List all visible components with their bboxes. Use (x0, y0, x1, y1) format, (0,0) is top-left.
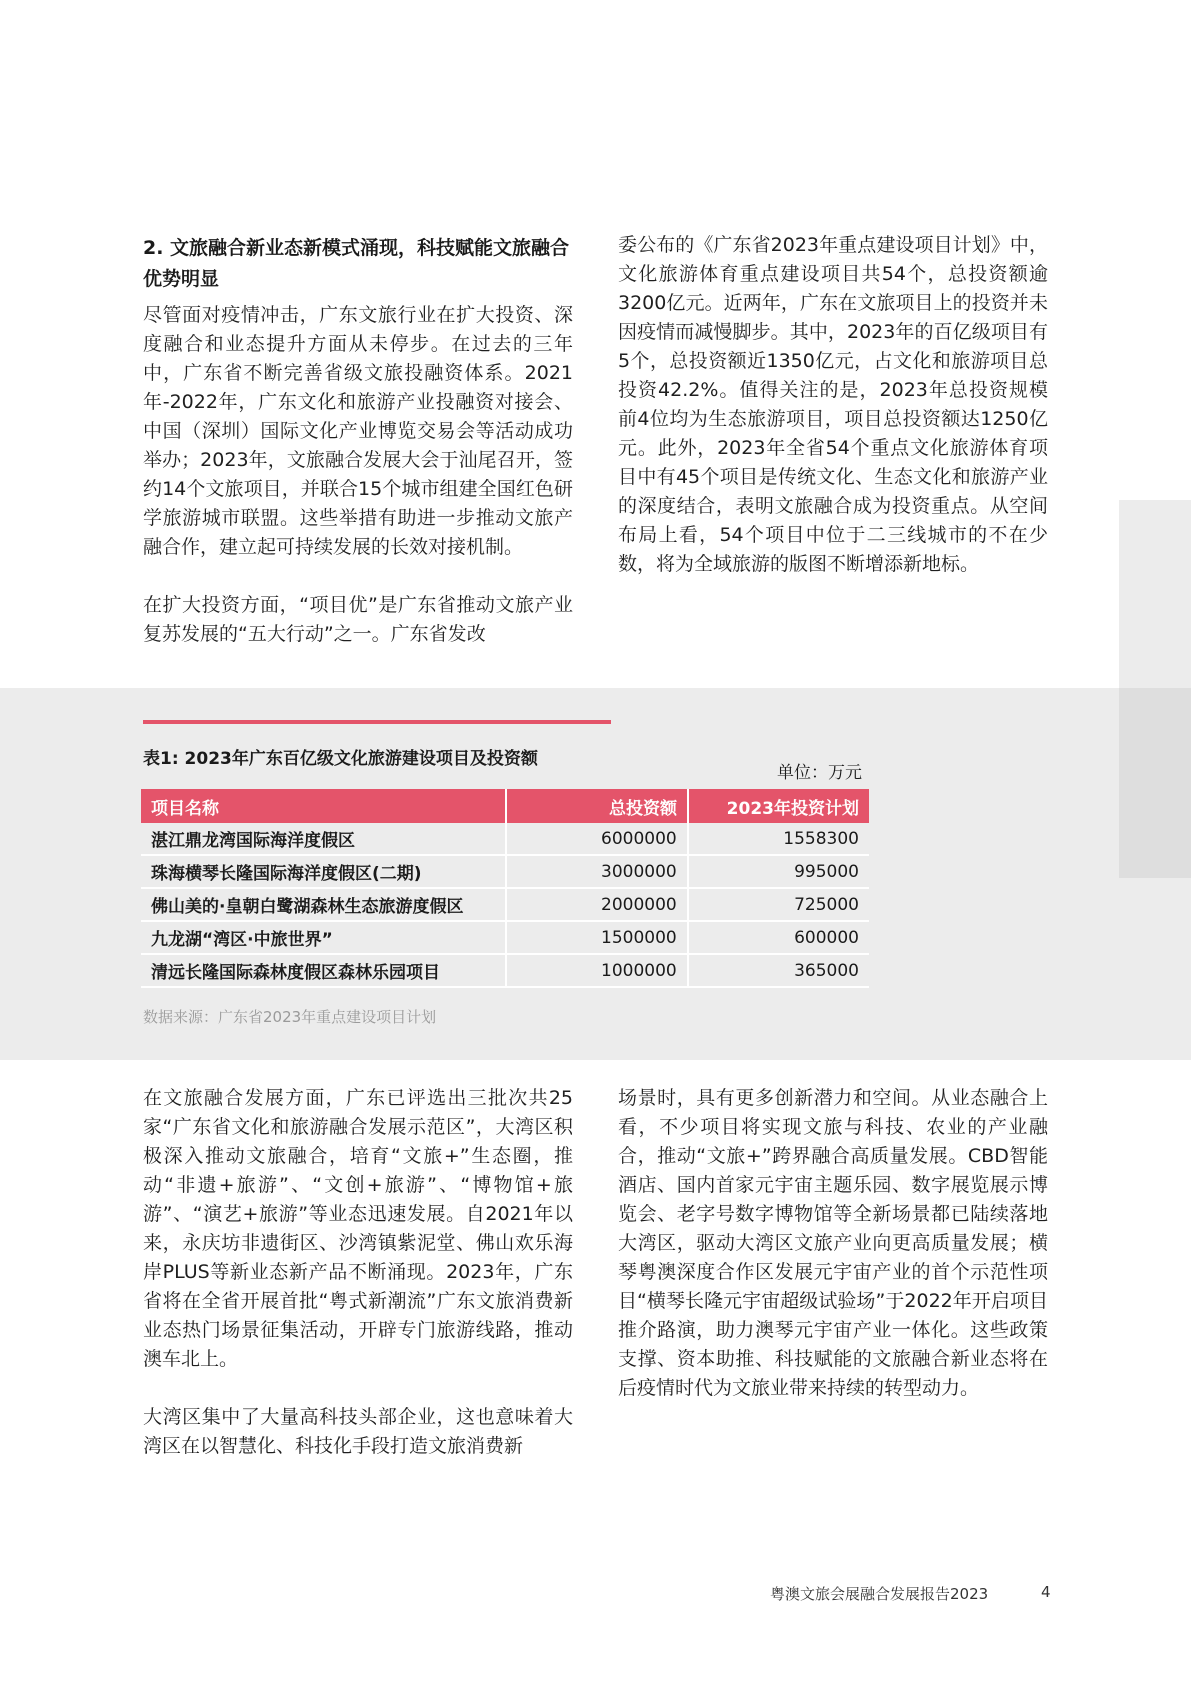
right-column-top (618, 231, 1048, 579)
header-2023-plan: 2023年投资计划 (688, 789, 869, 823)
cell-total: 2000000 (506, 888, 688, 921)
table-header-row (141, 789, 869, 823)
cell-total: 1000000 (506, 954, 688, 987)
cell-plan: 600000 (688, 921, 869, 954)
page-number: 4 (1041, 1583, 1051, 1601)
cell-plan: 1558300 (688, 823, 869, 855)
right-column-bottom (618, 1084, 1048, 1403)
cell-total: 6000000 (506, 823, 688, 855)
cell-total: 1500000 (506, 921, 688, 954)
accent-rule (143, 720, 611, 724)
cell-project-name: 珠海横琴长隆国际海洋度假区(二期) (141, 855, 506, 888)
header-project-name: 项目名称 (141, 789, 506, 823)
table-unit: 单位：万元 (777, 763, 862, 783)
table-row (141, 823, 869, 855)
cell-project-name: 清远长隆国际森林度假区森林乐园项目 (141, 954, 506, 987)
paragraph: 场景时，具有更多创新潜力和空间。从业态融合上看，不少项目将实现文旅与科技、农业的产业融合，推动“文旅+”跨界融合高质量发展。CBD智能酒店、国内首家元宇宙主题乐园、数字展览展示博览会、老字号数字博物馆等全新场景都已陆续落地大湾区，驱动大湾区文旅产业向更高质量发展；横琴粤澳深度合作区发展元宇宙产业的首个示范性项目“横琴长隆元宇宙超级试验场”于2022年开启项目推介路演，助力澳琴元宇宙产业一体化。这些政策支撑、资本助推、科技赋能的文旅融合新业态将在后疫情时代为文旅业带来持续的转型动力。 (618, 1087, 1048, 1399)
left-column-top (143, 233, 573, 649)
paragraph: 在扩大投资方面，“项目优”是广东省推动文旅产业复苏发展的“五大行动”之一。广东省发改 (143, 594, 573, 645)
side-tab-decoration (1119, 500, 1191, 688)
paragraph: 尽管面对疫情冲击，广东文旅行业在扩大投资、深度融合和业态提升方面从未停步。在过去的三年中，广东省不断完善省级文旅投融资体系。2021年-2022年，广东文化和旅游产业投融资对接会、中国（深圳）国际文化产业博览交易会等活动成功举办；2023年，文旅融合发展大会于汕尾召开，签约14个文旅项目，并联合15个城市组建全国红色研学旅游城市联盟。这些举措有助进一步推动文旅产融合作，建立起可持续发展的长效对接机制。 (143, 304, 573, 558)
header-total-investment: 总投资额 (506, 789, 688, 823)
project-table (141, 789, 869, 988)
cell-total: 3000000 (506, 855, 688, 888)
table-source-note: 数据来源：广东省2023年重点建设项目计划 (143, 1008, 437, 1026)
cell-project-name: 九龙湖“湾区·中旅世界” (141, 921, 506, 954)
side-tab-decoration (1119, 688, 1191, 878)
table-row (141, 888, 869, 921)
cell-plan: 725000 (688, 888, 869, 921)
paragraph: 在文旅融合发展方面，广东已评选出三批次共25家“广东省文化和旅游融合发展示范区”，大湾区积极深入推动文旅融合，培育“文旅+”生态圈，推动“非遗+旅游”、“文创+旅游”、“博物馆+旅游”、“演艺+旅游”等业态迅速发展。自2021年以来，永庆坊非遗街区、沙湾镇紫泥堂、佛山欢乐海岸PLUS等新业态新产品不断涌现。2023年，广东省将在全省开展首批“粤式新潮流”广东文旅消费新业态热门场景征集活动，开辟专门旅游线路，推动澳车北上。 (143, 1087, 573, 1370)
table-row (141, 921, 869, 954)
paragraph: 大湾区集中了大量高科技头部企业，这也意味着大湾区在以智慧化、科技化手段打造文旅消费新 (143, 1406, 573, 1457)
cell-project-name: 湛江鼎龙湾国际海洋度假区 (141, 823, 506, 855)
footer-report-title: 粤澳文旅会展融合发展报告2023 (770, 1585, 989, 1603)
cell-plan: 365000 (688, 954, 869, 987)
cell-project-name: 佛山美的·皇朝白鹭湖森林生态旅游度假区 (141, 888, 506, 921)
table-row (141, 954, 869, 987)
left-column-bottom (143, 1084, 573, 1461)
cell-plan: 995000 (688, 855, 869, 888)
paragraph: 委公布的《广东省2023年重点建设项目计划》中，文化旅游体育重点建设项目共54个，总投资额逾3200亿元。近两年，广东在文旅项目上的投资并未因疫情而减慢脚步。其中，2023年的百亿级项目有5个，总投资额近1350亿元，占文化和旅游项目总投资42.2%。值得关注的是，2023年总投资规模前4位均为生态旅游项目，项目总投资额达1250亿元。此外，2023年全省54个重点文化旅游体育项目中有45个项目是传统文化、生态文化和旅游产业的深度结合，表明文旅融合成为投资重点。从空间布局上看，54个项目中位于二三线城市的不在少数，将为全域旅游的版图不断增添新地标。 (618, 234, 1048, 575)
section-heading: 2. 文旅融合新业态新模式涌现，科技赋能文旅融合优势明显 (143, 237, 570, 290)
table-row (141, 855, 869, 888)
table-title: 表1: 2023年广东百亿级文化旅游建设项目及投资额 (143, 749, 538, 769)
